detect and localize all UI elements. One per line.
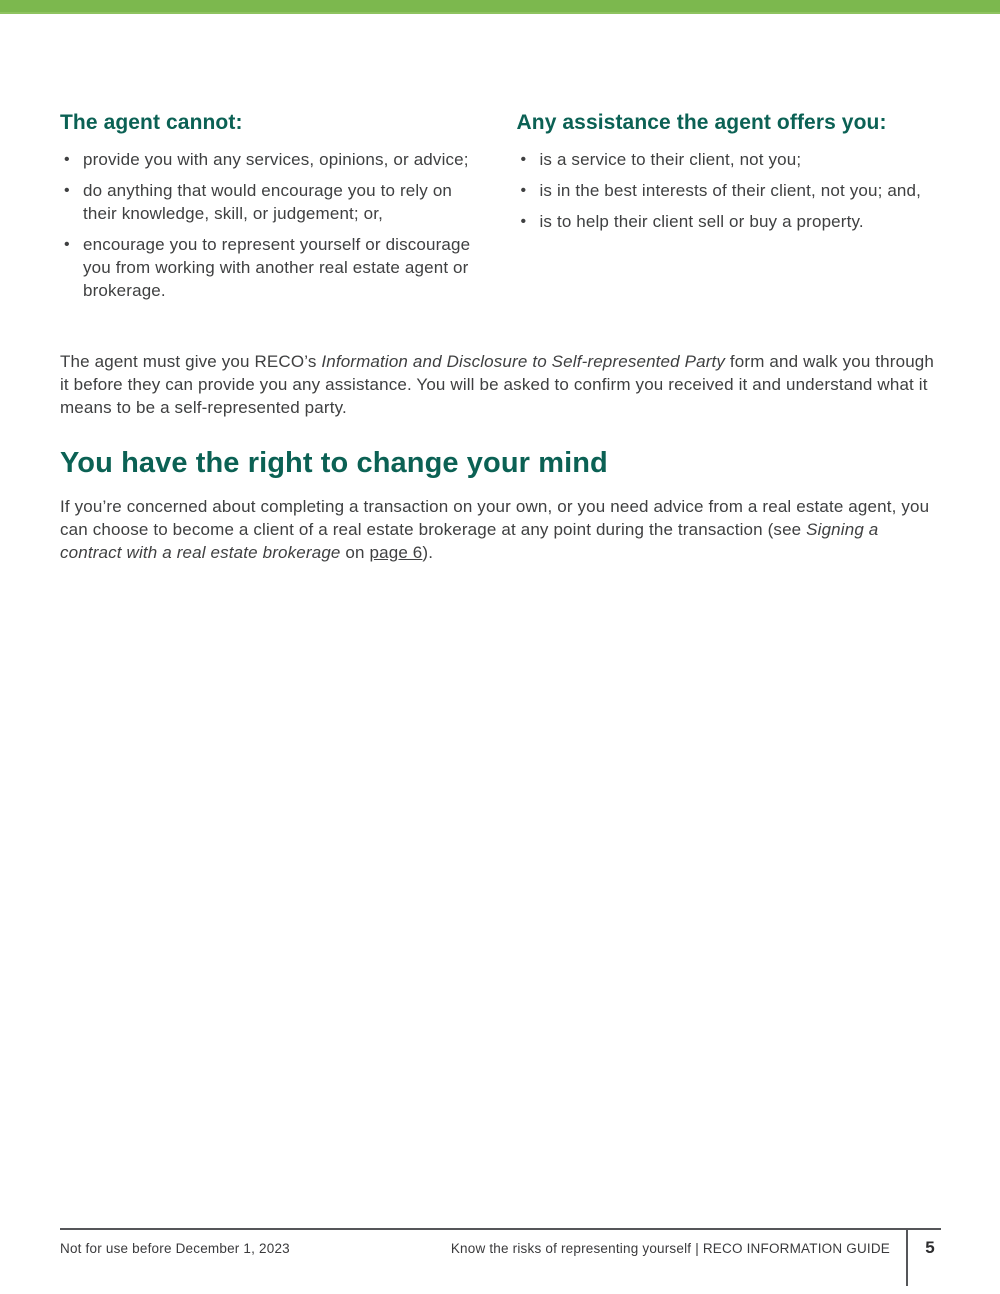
page-number: 5 xyxy=(925,1238,935,1257)
paragraph-text: form and walk you through it before they can provide you any assistance. You will be asked to confirm you received it and understand what it means to be a self-represented party. xyxy=(60,352,935,417)
column-agent-cannot xyxy=(60,110,485,310)
change-mind-paragraph xyxy=(60,495,941,564)
paragraph-text: The agent must give you RECO’s xyxy=(60,352,322,371)
page-6-link[interactable]: page 6 xyxy=(369,543,423,562)
column-heading-assistance: Any assistance the agent offers you: xyxy=(516,111,887,134)
footer-divider xyxy=(906,1228,908,1286)
footer-usage-note: Not for use before December 1, 2023 xyxy=(60,1241,290,1256)
column-heading-agent-cannot: The agent cannot: xyxy=(60,111,243,134)
contract-section-italic: Signing a contract with a real estate brokerage xyxy=(60,520,879,562)
column-agent-assistance xyxy=(517,110,942,310)
bullet-item: • is in the best interests of their client, not you; and, xyxy=(517,179,942,202)
top-green-bar xyxy=(0,0,1000,14)
paragraph-text: on xyxy=(340,543,370,562)
bullet-item: • encourage you to represent yourself or discourage you from working with another real estate agent or brokerage. xyxy=(60,233,485,302)
footer-rule xyxy=(60,1228,941,1230)
section-heading-change-mind: You have the right to change your mind xyxy=(60,447,608,479)
footer-guide-title: Know the risks of representing yourself | RECO INFORMATION GUIDE xyxy=(450,1241,890,1256)
two-column-section xyxy=(60,110,941,310)
disclosure-paragraph xyxy=(60,350,941,419)
bullet-item: • is a service to their client, not you; xyxy=(517,148,942,171)
bullet-list-agent-cannot xyxy=(60,148,485,302)
bullet-item: • do anything that would encourage you to rely on their knowledge, skill, or judgement; or, xyxy=(60,179,485,225)
bullet-item: • is to help their client sell or buy a property. xyxy=(517,210,942,233)
paragraph-text: If you’re concerned about completing a transaction on your own, or you need advice from a real estate agent, you can choose to become a client of a real estate brokerage at any point during the transaction (see xyxy=(60,497,930,539)
paragraph-text: ). xyxy=(422,543,434,562)
page-content xyxy=(60,14,941,564)
form-title-italic: Information and Disclosure to Self-represented Party xyxy=(321,352,726,371)
bullet-item: • provide you with any services, opinions, or advice; xyxy=(60,148,485,171)
bullet-list-assistance xyxy=(517,148,942,233)
